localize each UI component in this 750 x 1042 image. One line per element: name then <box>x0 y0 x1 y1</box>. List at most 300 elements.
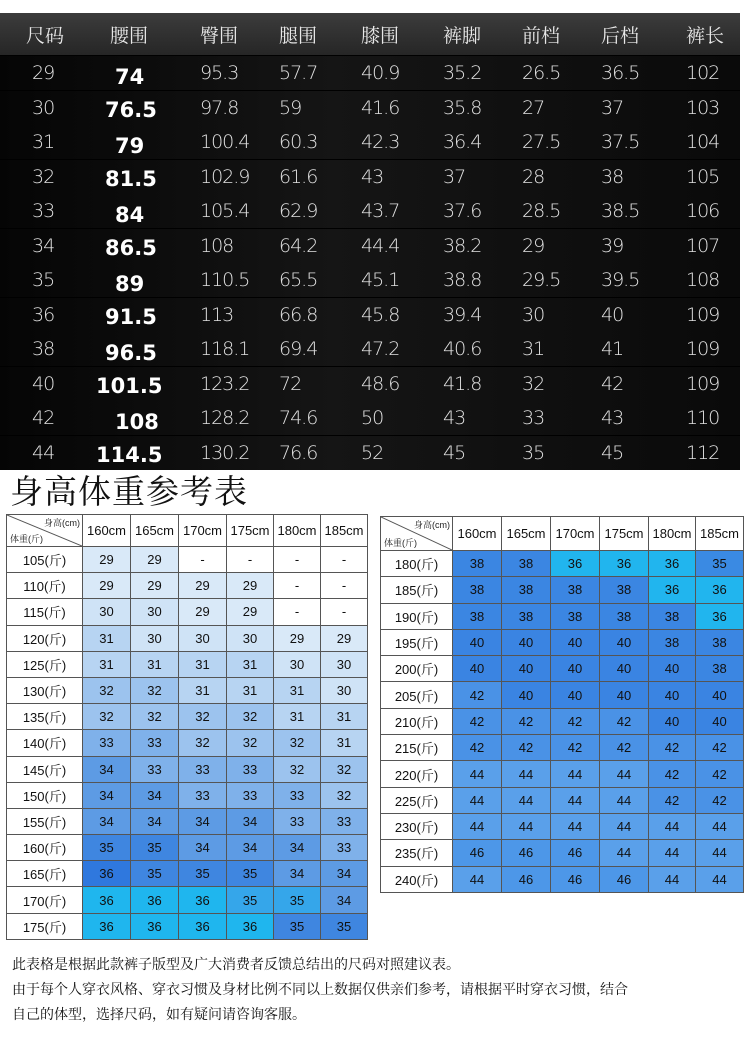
size-value-cell: 29 <box>227 573 274 599</box>
size-value-cell: 46 <box>502 866 551 892</box>
size-cell: 37 <box>443 165 466 188</box>
size-value-cell: 42 <box>696 735 744 761</box>
weight-label: 105(斤) <box>7 547 83 573</box>
size-cell: 43.7 <box>361 200 400 222</box>
size-row <box>0 298 740 332</box>
size-value-cell: 30 <box>131 599 179 625</box>
size-value-cell: 44 <box>453 787 502 813</box>
size-cell: 50 <box>361 407 384 429</box>
size-value-cell: 42 <box>696 761 744 787</box>
reference-row <box>7 677 368 703</box>
size-value-cell: 31 <box>274 677 321 703</box>
size-value-cell: 44 <box>600 840 649 866</box>
size-value-cell: 38 <box>551 603 600 629</box>
size-value-cell: - <box>179 547 227 573</box>
size-value-cell: 32 <box>321 756 368 782</box>
size-value-cell: 36 <box>696 577 744 603</box>
size-value-cell: 42 <box>502 735 551 761</box>
size-value-cell: 38 <box>696 656 744 682</box>
weight-label: 115(斤) <box>7 599 83 625</box>
size-value-cell: 44 <box>502 761 551 787</box>
reference-row <box>7 887 368 913</box>
weight-label: 220(斤) <box>381 761 453 787</box>
footer-note <box>12 953 737 1028</box>
size-value-cell: 32 <box>131 704 179 730</box>
size-row <box>0 263 740 297</box>
size-cell: 59 <box>279 96 302 119</box>
size-value-cell: 42 <box>453 682 502 708</box>
size-value-cell: 44 <box>600 813 649 839</box>
size-cell: 102.9 <box>200 165 250 188</box>
weight-label: 125(斤) <box>7 651 83 677</box>
size-value-cell: 36 <box>551 551 600 577</box>
size-value-cell: 42 <box>600 735 649 761</box>
height-header: 170cm <box>551 517 600 551</box>
size-value-cell: 34 <box>321 887 368 913</box>
size-value-cell: 46 <box>551 840 600 866</box>
size-cell: 38.8 <box>443 269 482 291</box>
size-value-cell: 32 <box>227 704 274 730</box>
corner-height-label: 身高(cm) <box>414 520 450 530</box>
size-value-cell: 33 <box>131 756 179 782</box>
height-header: 175cm <box>600 517 649 551</box>
size-cell: 44.4 <box>361 234 400 257</box>
size-value-cell: 35 <box>696 551 744 577</box>
size-waist-cell: 76.5 <box>105 97 157 122</box>
size-value-cell: 34 <box>274 861 321 887</box>
size-cell: 34 <box>32 234 55 257</box>
size-value-cell: 31 <box>83 651 131 677</box>
reference-row <box>7 625 368 651</box>
size-value-cell: 42 <box>453 708 502 734</box>
size-value-cell: 34 <box>83 782 131 808</box>
size-cell: 32 <box>522 372 545 395</box>
size-row <box>0 332 740 366</box>
size-value-cell: 42 <box>502 708 551 734</box>
size-cell: 40 <box>601 303 624 326</box>
size-value-cell: 31 <box>227 651 274 677</box>
size-header-cell: 裤脚 <box>443 24 482 47</box>
size-cell: 37 <box>601 96 624 119</box>
size-value-cell: 46 <box>600 866 649 892</box>
size-header-cell: 腿围 <box>279 24 318 47</box>
size-value-cell: 33 <box>321 835 368 861</box>
size-value-cell: 31 <box>321 704 368 730</box>
weight-label: 160(斤) <box>7 835 83 861</box>
note-line: 自己的体型，选择尺码，如有疑问请咨询客服。 <box>12 1007 306 1023</box>
size-value-cell: - <box>321 573 368 599</box>
reference-row <box>381 656 744 682</box>
size-value-cell: 40 <box>600 682 649 708</box>
size-value-cell: 35 <box>321 913 368 939</box>
size-waist-cell: 84 <box>115 203 145 227</box>
size-waist-cell: 81.5 <box>105 166 157 191</box>
size-value-cell: 34 <box>83 808 131 834</box>
size-cell: 61.6 <box>279 165 318 188</box>
size-value-cell: 40 <box>696 708 744 734</box>
weight-label: 190(斤) <box>381 603 453 629</box>
size-value-cell: 38 <box>551 577 600 603</box>
size-cell: 39.4 <box>443 303 482 326</box>
height-header: 180cm <box>274 515 321 547</box>
size-cell: 37.6 <box>443 200 482 222</box>
size-value-cell: 44 <box>551 813 600 839</box>
size-value-cell: 34 <box>83 756 131 782</box>
reference-row <box>381 813 744 839</box>
size-header-cell: 膝围 <box>361 24 400 47</box>
size-cell: 128.2 <box>200 407 250 429</box>
size-value-cell: 40 <box>502 656 551 682</box>
height-header: 185cm <box>696 517 744 551</box>
size-value-cell: 35 <box>227 887 274 913</box>
size-value-cell: 40 <box>453 656 502 682</box>
size-row <box>0 56 740 90</box>
size-value-cell: 35 <box>274 887 321 913</box>
size-value-cell: 36 <box>131 887 179 913</box>
size-cell: 41.8 <box>443 372 482 395</box>
size-value-cell: 36 <box>227 913 274 939</box>
size-value-cell: 30 <box>83 599 131 625</box>
reference-row <box>381 629 744 655</box>
size-cell: 31 <box>522 338 545 360</box>
weight-label: 135(斤) <box>7 704 83 730</box>
size-cell: 42 <box>32 407 55 429</box>
size-cell: 76.6 <box>279 441 318 464</box>
reference-row <box>7 913 368 939</box>
weight-label: 140(斤) <box>7 730 83 756</box>
size-cell: 45.8 <box>361 303 400 326</box>
size-value-cell: 38 <box>649 603 696 629</box>
size-value-cell: 35 <box>131 835 179 861</box>
size-value-cell: 34 <box>179 835 227 861</box>
size-value-cell: 44 <box>649 866 696 892</box>
size-cell: 123.2 <box>200 372 250 395</box>
reference-row <box>7 782 368 808</box>
size-value-cell: 38 <box>600 603 649 629</box>
size-row <box>0 194 740 228</box>
size-cell: 30 <box>522 303 545 326</box>
size-value-cell: 30 <box>179 625 227 651</box>
size-cell: 39.5 <box>601 269 640 291</box>
size-value-cell: - <box>321 599 368 625</box>
size-value-cell: 40 <box>502 682 551 708</box>
size-cell: 62.9 <box>279 200 318 222</box>
size-cell: 47.2 <box>361 338 400 360</box>
size-value-cell: 40 <box>551 682 600 708</box>
size-cell: 38.2 <box>443 234 482 257</box>
size-value-cell: 44 <box>649 840 696 866</box>
size-value-cell: 29 <box>227 599 274 625</box>
size-cell: 105.4 <box>200 200 250 222</box>
size-cell: 45 <box>443 441 466 464</box>
size-row <box>0 160 740 194</box>
size-value-cell: 42 <box>649 787 696 813</box>
size-cell: 102 <box>686 62 720 84</box>
size-cell: 38 <box>32 338 55 360</box>
size-value-cell: 42 <box>696 787 744 813</box>
size-cell: 109 <box>686 303 720 326</box>
corner-weight-label: 体重(斤) <box>384 538 417 548</box>
corner-weight-label: 体重(斤) <box>10 534 43 544</box>
reference-row <box>381 866 744 892</box>
size-value-cell: 36 <box>83 861 131 887</box>
size-header-cell: 后档 <box>601 24 640 47</box>
size-value-cell: 36 <box>83 913 131 939</box>
size-value-cell: 44 <box>502 813 551 839</box>
size-value-cell: 32 <box>179 730 227 756</box>
size-row <box>0 125 740 159</box>
size-value-cell: 35 <box>274 913 321 939</box>
size-cell: 110.5 <box>200 269 250 291</box>
size-cell: 105 <box>686 165 720 188</box>
size-value-cell: 40 <box>600 629 649 655</box>
reference-row <box>381 603 744 629</box>
size-value-cell: 40 <box>551 629 600 655</box>
size-cell: 118.1 <box>200 338 250 360</box>
weight-label: 195(斤) <box>381 629 453 655</box>
size-waist-cell: 114.5 <box>96 442 163 467</box>
size-value-cell: 30 <box>227 625 274 651</box>
height-header: 180cm <box>649 517 696 551</box>
size-value-cell: 32 <box>274 756 321 782</box>
size-value-cell: 36 <box>649 551 696 577</box>
reference-row <box>7 835 368 861</box>
size-value-cell: 40 <box>696 682 744 708</box>
size-value-cell: 42 <box>649 761 696 787</box>
size-value-cell: 29 <box>321 625 368 651</box>
reference-table-left <box>6 514 368 940</box>
size-value-cell: 30 <box>131 625 179 651</box>
size-value-cell: 36 <box>600 551 649 577</box>
size-cell: 38 <box>601 165 624 188</box>
weight-label: 200(斤) <box>381 656 453 682</box>
size-header-cell: 前档 <box>522 24 561 47</box>
size-value-cell: 38 <box>453 551 502 577</box>
weight-label: 175(斤) <box>7 913 83 939</box>
size-value-cell: 38 <box>502 551 551 577</box>
size-row <box>0 436 740 470</box>
size-value-cell: 40 <box>649 656 696 682</box>
weight-label: 110(斤) <box>7 573 83 599</box>
weight-label: 235(斤) <box>381 840 453 866</box>
size-value-cell: 44 <box>551 761 600 787</box>
height-header: 160cm <box>453 517 502 551</box>
size-value-cell: - <box>274 547 321 573</box>
size-row <box>0 367 740 401</box>
size-value-cell: 46 <box>502 840 551 866</box>
size-value-cell: 46 <box>453 840 502 866</box>
size-header-cell: 尺码 <box>26 24 65 47</box>
reference-row <box>381 840 744 866</box>
size-value-cell: 34 <box>131 808 179 834</box>
size-value-cell: 38 <box>600 577 649 603</box>
height-header: 165cm <box>502 517 551 551</box>
size-cell: 29.5 <box>522 269 561 291</box>
size-value-cell: 32 <box>179 704 227 730</box>
size-value-cell: 44 <box>696 840 744 866</box>
size-value-cell: 29 <box>274 625 321 651</box>
size-value-cell: 31 <box>179 651 227 677</box>
size-cell: 40 <box>32 372 55 395</box>
size-value-cell: 44 <box>649 813 696 839</box>
size-value-cell: 42 <box>600 708 649 734</box>
size-cell: 35 <box>32 269 55 291</box>
size-value-cell: 31 <box>274 704 321 730</box>
size-cell: 41.6 <box>361 96 400 119</box>
weight-label: 205(斤) <box>381 682 453 708</box>
size-value-cell: 32 <box>131 677 179 703</box>
weight-label: 155(斤) <box>7 808 83 834</box>
weight-label: 170(斤) <box>7 887 83 913</box>
size-value-cell: 31 <box>227 677 274 703</box>
size-cell: 45 <box>601 441 624 464</box>
corner-cell <box>381 517 453 551</box>
size-cell: 72 <box>279 372 302 395</box>
size-cell: 57.7 <box>279 62 318 84</box>
size-value-cell: - <box>321 547 368 573</box>
size-value-cell: 38 <box>502 603 551 629</box>
size-value-cell: 29 <box>131 547 179 573</box>
size-value-cell: 33 <box>321 808 368 834</box>
size-value-cell: 30 <box>321 651 368 677</box>
size-value-cell: 33 <box>179 782 227 808</box>
size-cell: 106 <box>686 200 720 222</box>
size-value-cell: 32 <box>321 782 368 808</box>
size-table <box>0 13 740 465</box>
size-value-cell: 32 <box>227 730 274 756</box>
size-header-cell: 腰围 <box>110 24 149 47</box>
reference-row <box>381 577 744 603</box>
size-cell: 97.8 <box>200 96 239 119</box>
size-cell: 107 <box>686 234 720 257</box>
size-cell: 69.4 <box>279 338 318 360</box>
reference-row <box>7 547 368 573</box>
height-header: 185cm <box>321 515 368 547</box>
size-value-cell: 31 <box>131 651 179 677</box>
height-header: 170cm <box>179 515 227 547</box>
size-value-cell: 33 <box>227 782 274 808</box>
weight-label: 145(斤) <box>7 756 83 782</box>
size-value-cell: 42 <box>649 735 696 761</box>
size-cell: 35.8 <box>443 96 482 119</box>
size-cell: 29 <box>32 62 55 84</box>
weight-label: 215(斤) <box>381 735 453 761</box>
size-value-cell: 36 <box>649 577 696 603</box>
reference-row <box>7 730 368 756</box>
size-waist-cell: 86.5 <box>105 235 157 260</box>
size-value-cell: 36 <box>131 913 179 939</box>
size-value-cell: 34 <box>179 808 227 834</box>
size-cell: 42 <box>601 372 624 395</box>
size-cell: 65.5 <box>279 269 318 291</box>
size-cell: 28.5 <box>522 200 561 222</box>
size-value-cell: 38 <box>649 629 696 655</box>
size-cell: 33 <box>522 407 545 429</box>
size-cell: 41 <box>601 338 624 360</box>
size-cell: 52 <box>361 441 384 464</box>
size-value-cell: 46 <box>551 866 600 892</box>
weight-label: 210(斤) <box>381 708 453 734</box>
size-value-cell: 35 <box>227 861 274 887</box>
size-value-cell: 40 <box>551 656 600 682</box>
reference-row <box>7 651 368 677</box>
size-value-cell: 33 <box>83 730 131 756</box>
size-cell: 103 <box>686 96 720 119</box>
reference-row <box>7 599 368 625</box>
size-cell: 43 <box>443 407 466 429</box>
size-cell: 108 <box>200 234 234 257</box>
reference-title: 身高体重参考表 <box>10 472 248 511</box>
reference-row <box>7 756 368 782</box>
size-value-cell: 31 <box>179 677 227 703</box>
size-cell: 36 <box>32 303 55 326</box>
size-cell: 110 <box>686 407 720 429</box>
size-table-header <box>0 13 740 55</box>
size-cell: 64.2 <box>279 234 318 257</box>
size-value-cell: 33 <box>274 782 321 808</box>
size-cell: 74.6 <box>279 407 318 429</box>
size-value-cell: 34 <box>131 782 179 808</box>
reference-row <box>7 808 368 834</box>
size-value-cell: 44 <box>600 787 649 813</box>
size-value-cell: 38 <box>453 577 502 603</box>
size-value-cell: 42 <box>551 708 600 734</box>
height-header: 175cm <box>227 515 274 547</box>
size-value-cell: 40 <box>453 629 502 655</box>
height-header: 165cm <box>131 515 179 547</box>
note-line: 此表格是根据此款裤子版型及广大消费者反馈总结出的尺码对照建议表。 <box>12 957 460 973</box>
size-row <box>0 91 740 125</box>
weight-label: 240(斤) <box>381 866 453 892</box>
size-cell: 42.3 <box>361 131 400 153</box>
size-value-cell: 40 <box>600 656 649 682</box>
size-value-cell: - <box>274 573 321 599</box>
size-value-cell: 40 <box>649 682 696 708</box>
reference-row <box>7 573 368 599</box>
size-value-cell: 42 <box>453 735 502 761</box>
size-value-cell: 44 <box>453 813 502 839</box>
size-value-cell: 36 <box>179 913 227 939</box>
size-value-cell: 36 <box>696 603 744 629</box>
size-value-cell: 33 <box>131 730 179 756</box>
size-value-cell: 31 <box>321 730 368 756</box>
size-waist-cell: 108 <box>115 410 159 434</box>
size-cell: 35 <box>522 441 545 464</box>
size-cell: 109 <box>686 372 720 395</box>
size-header-cell: 裤长 <box>686 24 725 47</box>
size-value-cell: 33 <box>179 756 227 782</box>
size-cell: 112 <box>686 441 720 464</box>
size-value-cell: 38 <box>502 577 551 603</box>
size-value-cell: 40 <box>502 629 551 655</box>
weight-label: 180(斤) <box>381 551 453 577</box>
size-cell: 30 <box>32 96 55 119</box>
size-cell: 109 <box>686 338 720 360</box>
size-cell: 29 <box>522 234 545 257</box>
size-cell: 95.3 <box>200 62 239 84</box>
size-value-cell: 44 <box>696 866 744 892</box>
size-cell: 26.5 <box>522 62 561 84</box>
size-value-cell: - <box>227 547 274 573</box>
reference-row <box>381 761 744 787</box>
size-cell: 66.8 <box>279 303 318 326</box>
size-row <box>0 229 740 263</box>
size-value-cell: 38 <box>696 629 744 655</box>
size-cell: 130.2 <box>200 441 250 464</box>
size-value-cell: 33 <box>227 756 274 782</box>
size-waist-cell: 91.5 <box>105 304 157 329</box>
weight-label: 120(斤) <box>7 625 83 651</box>
